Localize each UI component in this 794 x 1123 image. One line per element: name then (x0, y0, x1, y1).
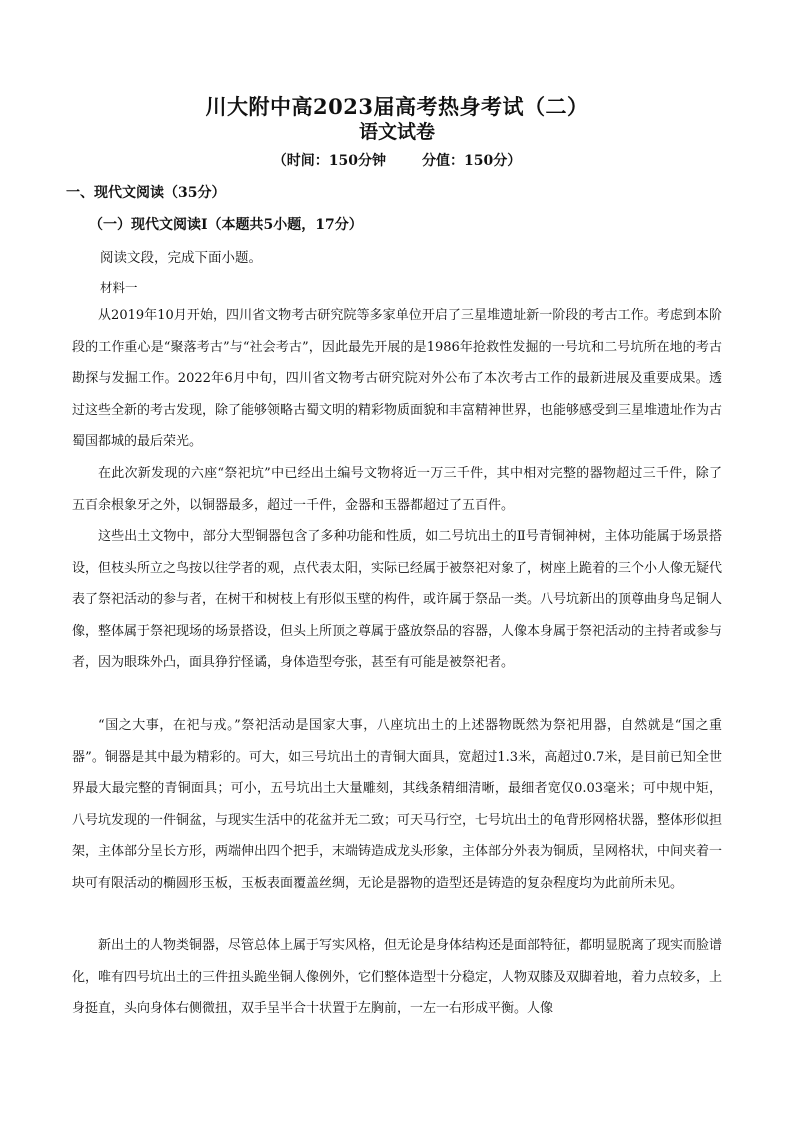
paragraph-5: 新出土的人物类铜器，尽管总体上属于写实风格，但无论是身体结构还是面部特征，都明显脱离了现实而脸谱化，唯有四号坑出土的三件扭头跪坐铜人像例外，它们整体造型十分稳定，人物双膝及双脚着地，着力点较多，上身挺直，头向身体右侧微扭，双手呈半合十状置于左胸前，一左一右形成平衡。人像 (72, 938, 723, 1017)
paragraph-3: 这些出土文物中，部分大型铜器包含了多种功能和性质，如二号坑出土的Ⅱ号青铜神树，主体功能属于场景搭设，但枝头所立之鸟按以往学者的观，点代表太阳，实际已经属于被祭祀对象了，树座上跪着的三个小人像无疑代表了祭祀活动的参与者，在树干和树枝上有形似玉壁的构件，或许属于祭品一类。八号坑新出的顶尊曲身鸟足铜人像，整体属于祭祀现场的场景搭设，但头上所顶之尊属于盛放祭品的容器，人像本身属于祭祀活动的主持者或参与者，因为眼珠外凸，面具狰狞怪谲，身体造型夸张，甚至有可能是被祭祀者。 (72, 529, 723, 671)
exam-title: 川大附中高2023届高考热身考试（二） (205, 94, 589, 119)
section-heading: 一、现代文阅读（35分） (66, 185, 226, 201)
subsection-heading: （一）现代文阅读Ⅰ（本题共5小题，17分） (89, 217, 363, 233)
reading-instruction: 阅读文段，完成下面小题。 (100, 250, 262, 266)
paragraph-1: 从2019年10月开始，四川省文物考古研究院等多家单位开启了三星堆遗址新一阶段的考古工作。考虑到本阶段的工作重心是“聚落考古”与“社会考古”，因此最先开展的是1986年抢救性发掘的一号坑和二号坑所在地的考古勘探与发掘工作。2022年6月中旬，四川省文物考古研究院对外公布了本次考古工作的最新进展及重要成果。透过这些全新的考古发现，除了能够领略古蜀文明的精彩物质面貌和丰富精神世界，也能够感受到三星堆遗址作为古蜀国都城的最后荣光。 (72, 308, 723, 450)
exam-score: 分值：150分） (422, 153, 522, 169)
exam-subtitle: 语文试卷 (358, 121, 435, 143)
paragraph-2: 在此次新发现的六座“祭祀坑”中已经出土编号文物将近一万三千件，其中相对完整的器物超过三千件，除了五百余根象牙之外，以铜器最多，超过一千件，金器和玉器都超过了五百件。 (72, 466, 722, 513)
exam-time: （时间：150分钟 (272, 153, 386, 169)
material-label: 材料一 (100, 280, 138, 295)
exam-meta (0, 150, 794, 170)
paragraph-4: “国之大事，在祀与戎。”祭祀活动是国家大事，八座坑出土的上述器物既然为祭祀用器，自然就是“国之重器”。铜器是其中最为精彩的。可大，如三号坑出土的青铜大面具，宽超过1.3米，高超过0.7米，是目前已知全世界最大最完整的青铜面具；可小，五号坑出土大量雕刻，其线条精细清晰，最细者宽仅0.03毫米；可中规中矩，八号坑发现的一件铜盆，与现实生活中的花盆并无二致；可天马行空，七号坑出土的龟背形网格状器，整体形似担架，主体部分呈长方形，两端伸出四个把手，末端铸造成龙头形象，主体部分外表为铜质，呈网格状，中间夹着一块可有限活动的椭圆形玉板，玉板表面覆盖丝绸，无论是器物的造型还是铸造的复杂程度均为此前所未见。 (72, 718, 723, 891)
